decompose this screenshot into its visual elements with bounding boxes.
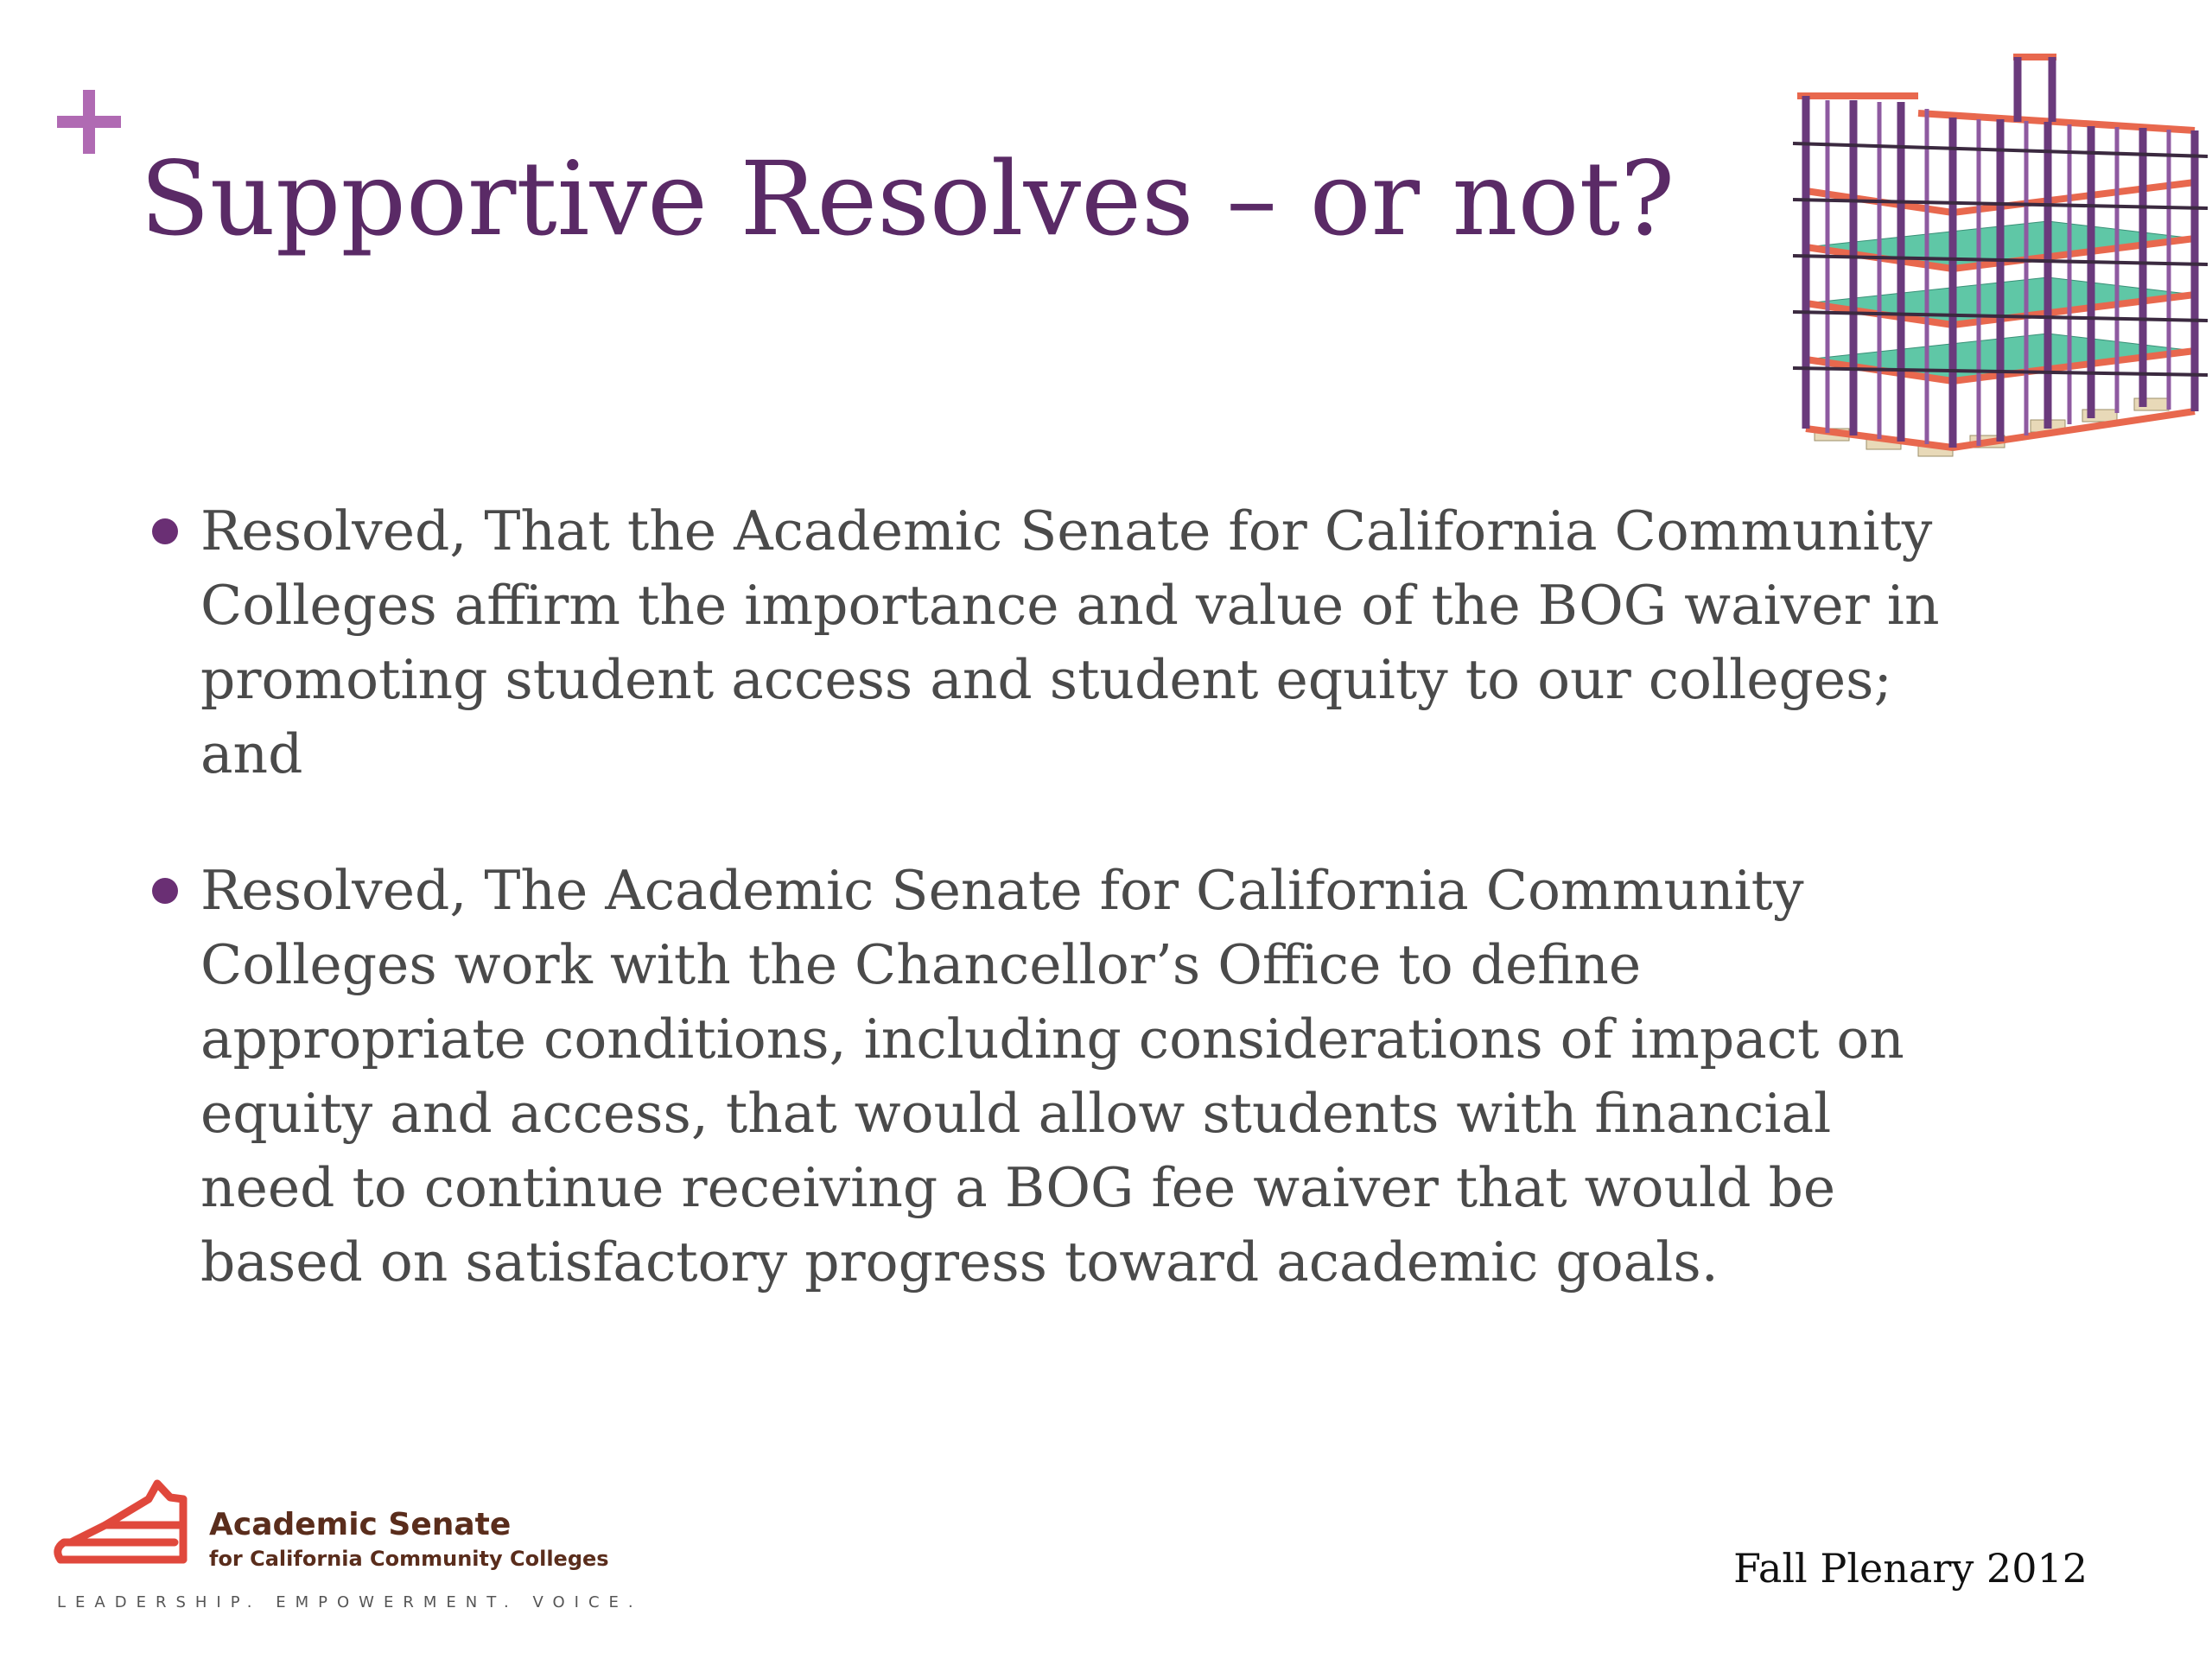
building-frame-image: [1789, 48, 2212, 489]
bullet-text: Resolved, The Academic Senate for California Community Colleges work with the Chancellor’s Office to define appropriate conditions, including considerations of impact on equity and access, that would allow students with financial need to continue receiving a BOG fee waiver that would be based on satisfactory progress toward academic goals.: [200, 859, 1904, 1294]
list-item: [149, 854, 1980, 1300]
bullet-dot-icon: [152, 878, 178, 904]
logo-tagline: LEADERSHIP. EMPOWERMENT. VOICE.: [57, 1593, 643, 1611]
logo-subtitle: for California Community Colleges: [209, 1547, 609, 1571]
list-item: [149, 494, 1980, 791]
senate-logo: [54, 1473, 643, 1620]
senate-logo-mark: [54, 1473, 200, 1570]
bullet-dot-icon: [152, 518, 178, 544]
bullet-text: Resolved, That the Academic Senate for California Community Colleges affirm the importance and value of the BOG waiver in promoting student access and student equity to our colleges; and: [200, 499, 1940, 785]
logo-name: Academic Senate: [209, 1507, 512, 1542]
bullet-list: [149, 494, 1980, 1362]
footer-text: Fall Plenary 2012: [1733, 1545, 2088, 1592]
slide-title: Supportive Resolves – or not?: [140, 139, 1675, 258]
plus-icon: [57, 90, 121, 154]
